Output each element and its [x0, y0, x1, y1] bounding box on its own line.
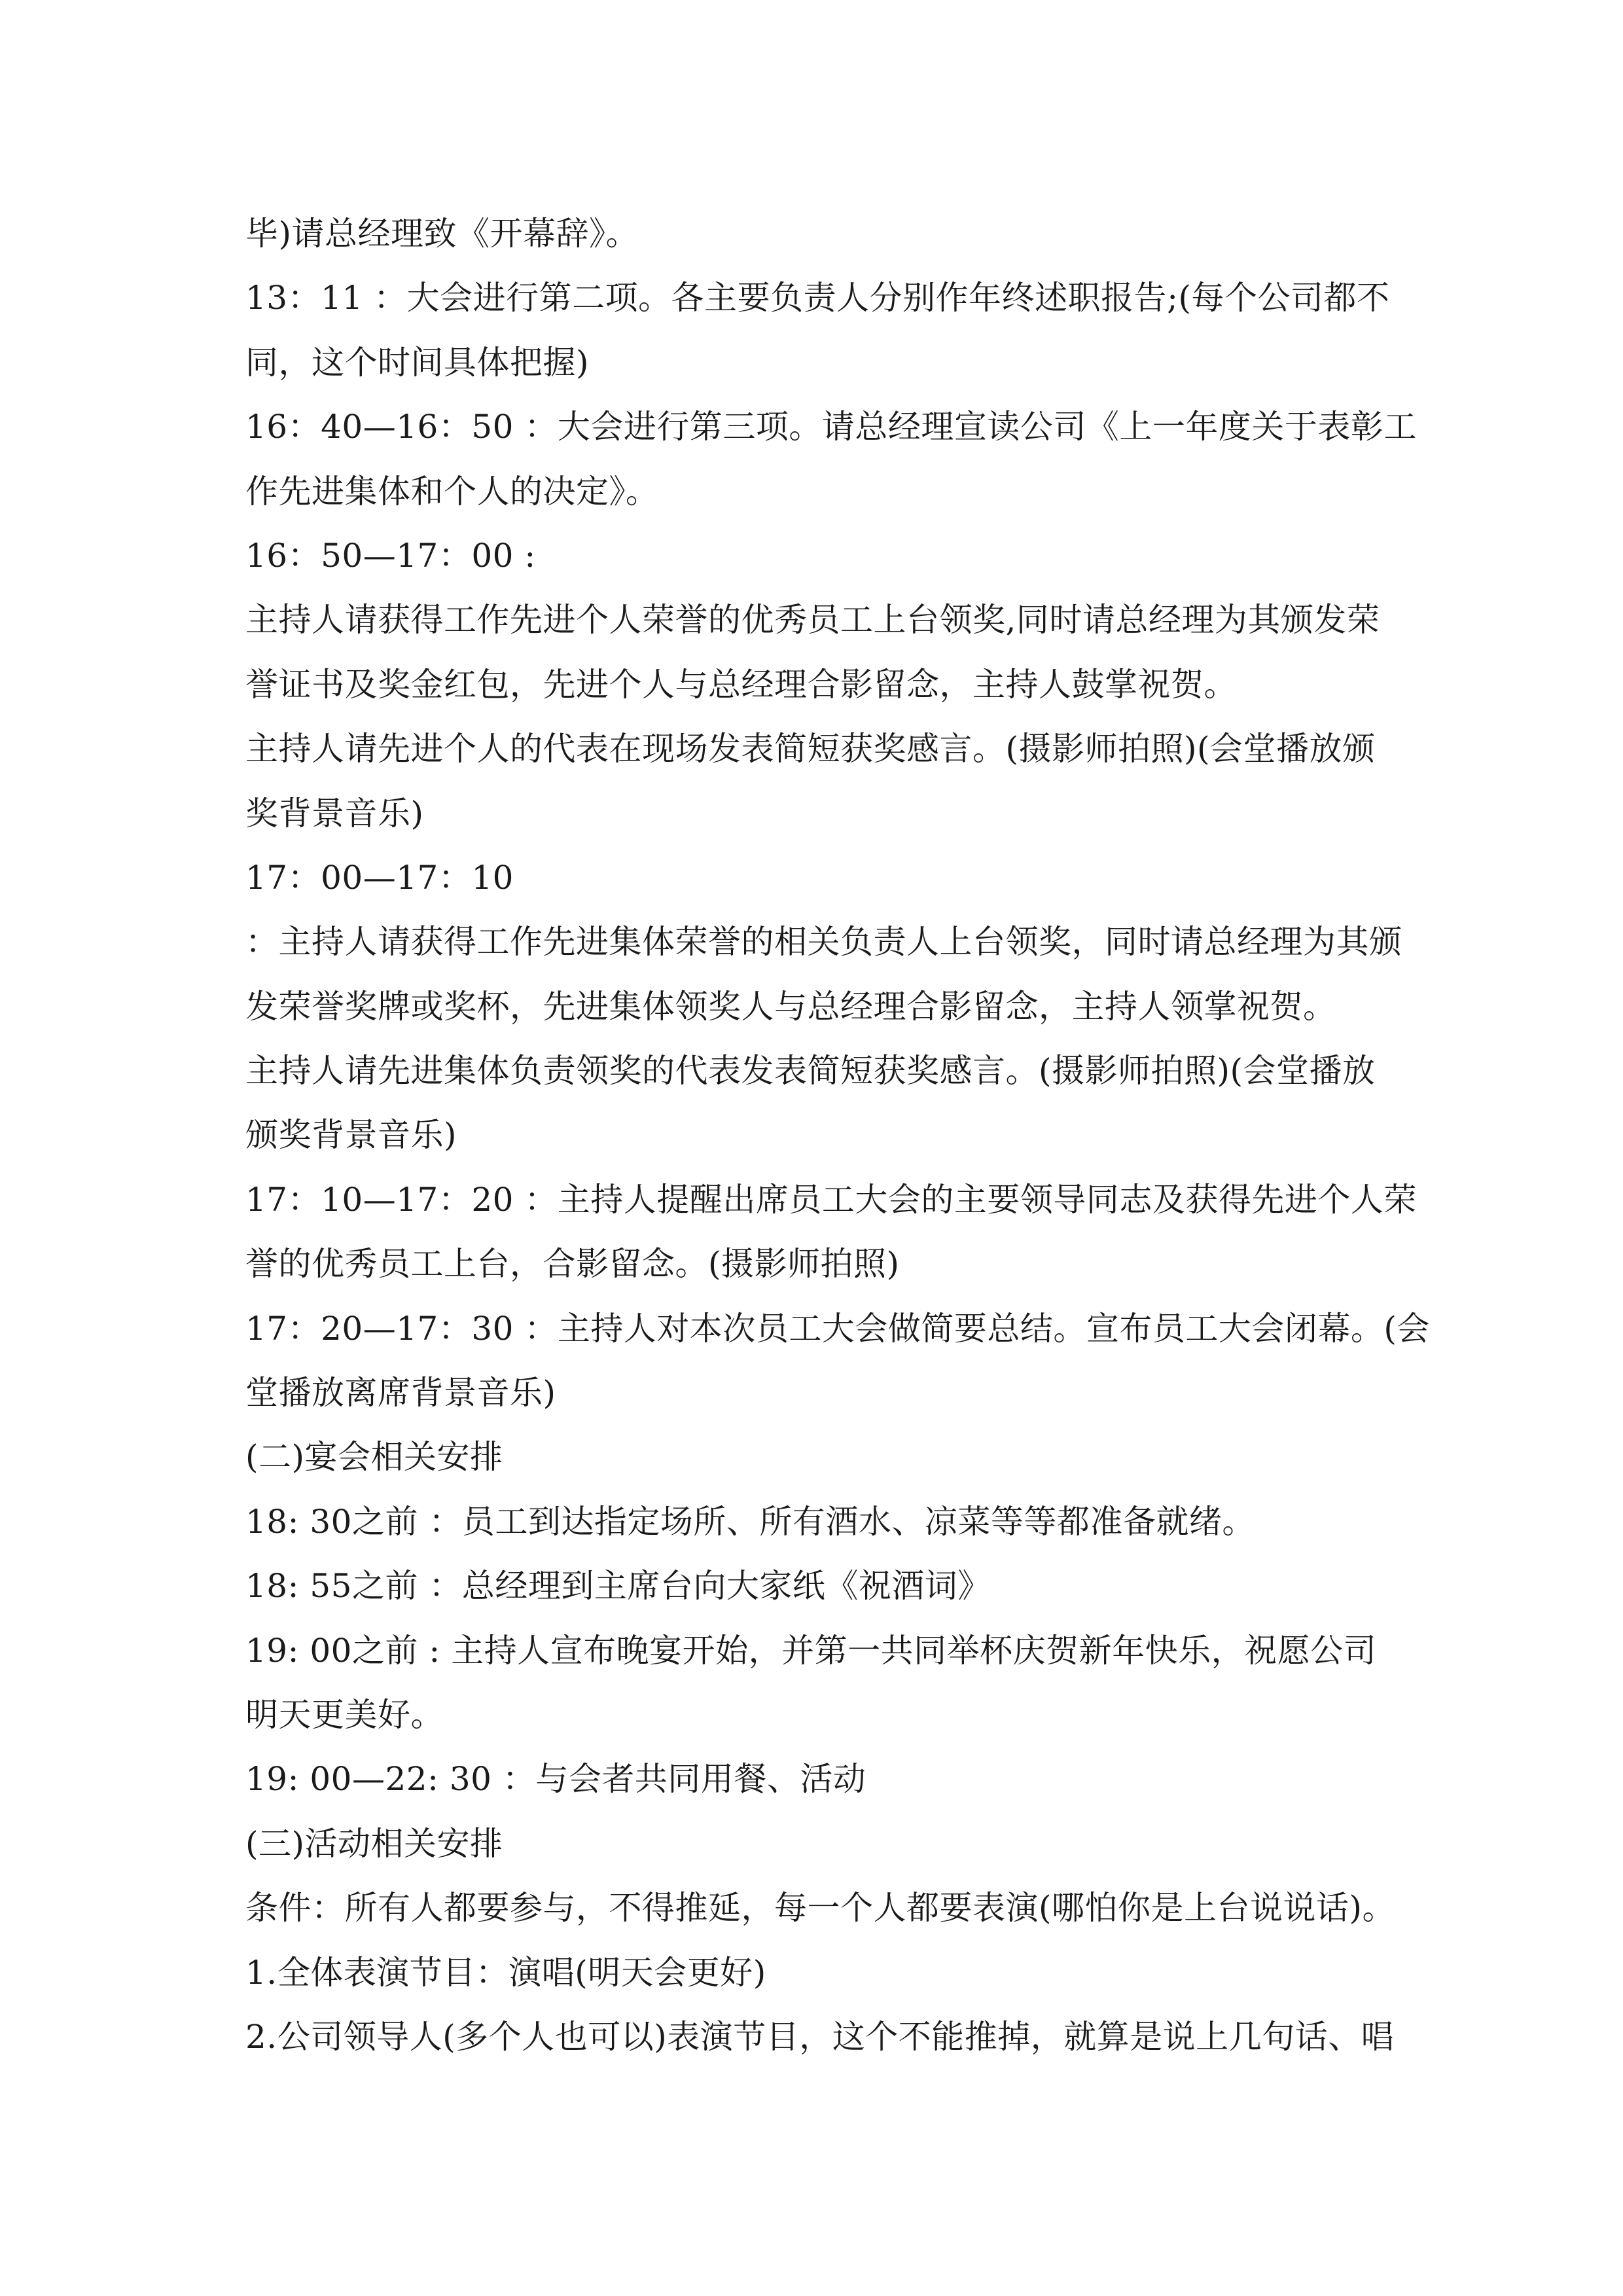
text-line: 17：10—17：20 ：主持人提醒出席员工大会的主要领导同志及获得先进个人荣: [245, 1180, 1417, 1219]
text-line: 17：00—17：10: [245, 858, 514, 897]
text-line: 主持人请先进集体负责领奖的代表发表简短获奖感言。(摄影师拍照)(会堂播放: [245, 1052, 1376, 1090]
text-line: 17：20—17：30 ：主持人对本次员工大会做简要总结。宣布员工大会闭幕。(会: [245, 1309, 1430, 1348]
list-item: 1.全体表演节目：演唱(明天会更好): [245, 1953, 766, 1992]
section-heading: (二)宴会相关安排: [245, 1438, 503, 1477]
text-line: 誉的优秀员工上台，合影留念。(摄影师拍照): [245, 1245, 900, 1283]
text-line: 奖背景音乐): [245, 794, 424, 833]
text-line: 16：50—17：00 :: [245, 536, 536, 575]
text-line: 16：40—16：50 ：大会进行第三项。请总经理宣读公司《上一年度关于表彰工: [245, 408, 1417, 446]
text-line: 19: 00—22: 30 ：与会者共同用餐、活动: [245, 1760, 866, 1799]
list-item: 2.公司领导人(多个人也可以)表演节目，这个不能推掉，就算是说上几句话、唱: [245, 2017, 1395, 2056]
text-line: 发荣誉奖牌或奖杯，先进集体领奖人与总经理合影留念，主持人领掌祝贺。: [245, 987, 1336, 1026]
text-line: 明天更美好。: [245, 1695, 444, 1734]
text-line: 18: 30之前 ：员工到达指定场所、所有酒水、凉菜等等都准备就绪。: [245, 1502, 1255, 1541]
section-heading: (三)活动相关安排: [245, 1824, 503, 1863]
text-line: ：主持人请获得工作先进集体荣誉的相关负责人上台领奖，同时请总经理为其颁: [245, 923, 1402, 961]
text-line: 颁奖背景音乐): [245, 1116, 457, 1155]
text-line: 誉证书及奖金红包，先进个人与总经理合影留念，主持人鼓掌祝贺。: [245, 665, 1237, 704]
text-line: 作先进集体和个人的决定》。: [245, 472, 659, 511]
text-line: 主持人请获得工作先进个人荣誉的优秀员工上台领奖,同时请总经理为其颁发荣: [245, 601, 1380, 639]
text-line: 18: 55之前 ：总经理到主席台向大家纸《祝酒词》: [245, 1567, 991, 1605]
text-line: 19: 00之前 : 主持人宣布晚宴开始，并第一共同举杯庆贺新年快乐，祝愿公司: [245, 1631, 1377, 1670]
text-line: 同，这个时间具体把握): [245, 343, 590, 382]
text-line: 13：11 ：大会进行第二项。各主要负责人分别作年终述职报告;(每个公司都不: [245, 279, 1390, 317]
text-line: 堂播放离席背景音乐): [245, 1374, 556, 1412]
document-body: [245, 202, 1430, 2069]
text-line: 条件：所有人都要参与，不得推延，每一个人都要表演(哪怕你是上台说说话)。: [245, 1889, 1396, 1928]
text-line: 主持人请先进个人的代表在现场发表简短获奖感言。(摄影师拍照)(会堂播放颁: [245, 730, 1376, 768]
text-line: 毕)请总经理致《开幕辞》。: [245, 215, 639, 253]
